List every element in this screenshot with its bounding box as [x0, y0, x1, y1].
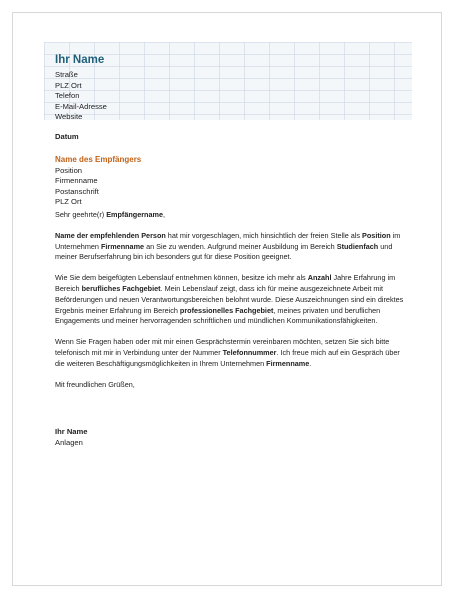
sender-email: E-Mail-Adresse	[55, 101, 107, 111]
bold-run: Studienfach	[336, 241, 379, 251]
recipient-street: Postanschrift	[55, 186, 99, 196]
bold-run: Position	[362, 230, 391, 240]
letter-date: Datum	[55, 132, 79, 141]
signature-name: Ihr Name	[55, 427, 88, 436]
sender-contact	[55, 70, 107, 123]
text-run: . Ich freue mich auf ein Gespräch über die weiteren Beschäftigungsmöglichkeiten in Ihrem Unternehmen	[55, 347, 400, 368]
sender-city: PLZ Ort	[55, 80, 82, 90]
text-run: im Unternehmen	[55, 230, 401, 251]
enclosure-label: Anlagen	[55, 437, 83, 447]
closing: Mit freundlichen Grüßen,	[55, 379, 135, 389]
bold-run: berufliches Fachgebiet	[81, 283, 161, 293]
text-run: an Sie zu wenden. Aufgrund meiner Ausbildung im Bereich	[144, 241, 337, 251]
paragraph-2	[55, 273, 407, 327]
sender-phone: Telefon	[55, 91, 80, 101]
sender-website: Website	[55, 112, 83, 122]
bold-run: Firmenname	[100, 241, 145, 251]
bold-run: Telefonnummer	[222, 347, 277, 357]
text-run: , meines privaten und beruflichen Engagements und meiner hervorragenden schriftlichen und mündlichen Kommunikationsfähigkeiten.	[55, 305, 381, 326]
bold-run: Name der empfehlenden Person	[55, 230, 166, 240]
salutation-prefix: Sehr geehrte(r)	[55, 210, 107, 219]
paragraph-3	[55, 337, 407, 369]
letter-body	[55, 210, 407, 400]
text-run: Wenn Sie Fragen haben oder mit mir einen Gesprächstermin vereinbaren möchten, setzen Sie sich bitte telefonisch mit mir in Verbindung unter der Nummer	[55, 337, 390, 357]
recipient-address	[55, 166, 99, 208]
signature-block	[55, 427, 88, 448]
paragraph-1	[55, 231, 407, 263]
bold-run: Anzahl	[307, 273, 332, 283]
salutation	[55, 210, 407, 221]
recipient-company: Firmenname	[55, 176, 98, 186]
text-run: .	[309, 358, 312, 368]
text-run: . Mein Lebenslauf zeigt, dass ich für meine ausgezeichnete Arbeit mit Beförderungen und neuen Verantwortungsbereichen belohnt wurde. Diese Auszeichnungen sind ein direktes Ergebnis meiner Erfahrung im Bereich	[55, 283, 404, 315]
salutation-name: Empfängername	[106, 210, 163, 219]
bold-run: professionelles Fachgebiet	[179, 305, 274, 315]
text-run: und meiner Berufserfahrung bin ich besonders gut für diese Position geeignet.	[55, 241, 393, 262]
salutation-suffix: ,	[163, 210, 166, 219]
sender-name: Ihr Name	[55, 54, 105, 66]
text-run: Wie Sie dem beigefügten Lebenslauf entnehmen können, besitze ich mehr als	[55, 273, 308, 283]
text-run: Jahre Erfahrung im Bereich	[55, 273, 396, 293]
bold-run: Firmenname	[266, 358, 310, 368]
recipient-position: Position	[55, 166, 83, 175]
sender-street: Straße	[55, 70, 78, 79]
text-run: hat mir vorgeschlagen, mich hinsichtlich der freien Stelle als	[165, 230, 363, 240]
recipient-name: Name des Empfängers	[55, 155, 142, 164]
recipient-city: PLZ Ort	[55, 197, 82, 207]
